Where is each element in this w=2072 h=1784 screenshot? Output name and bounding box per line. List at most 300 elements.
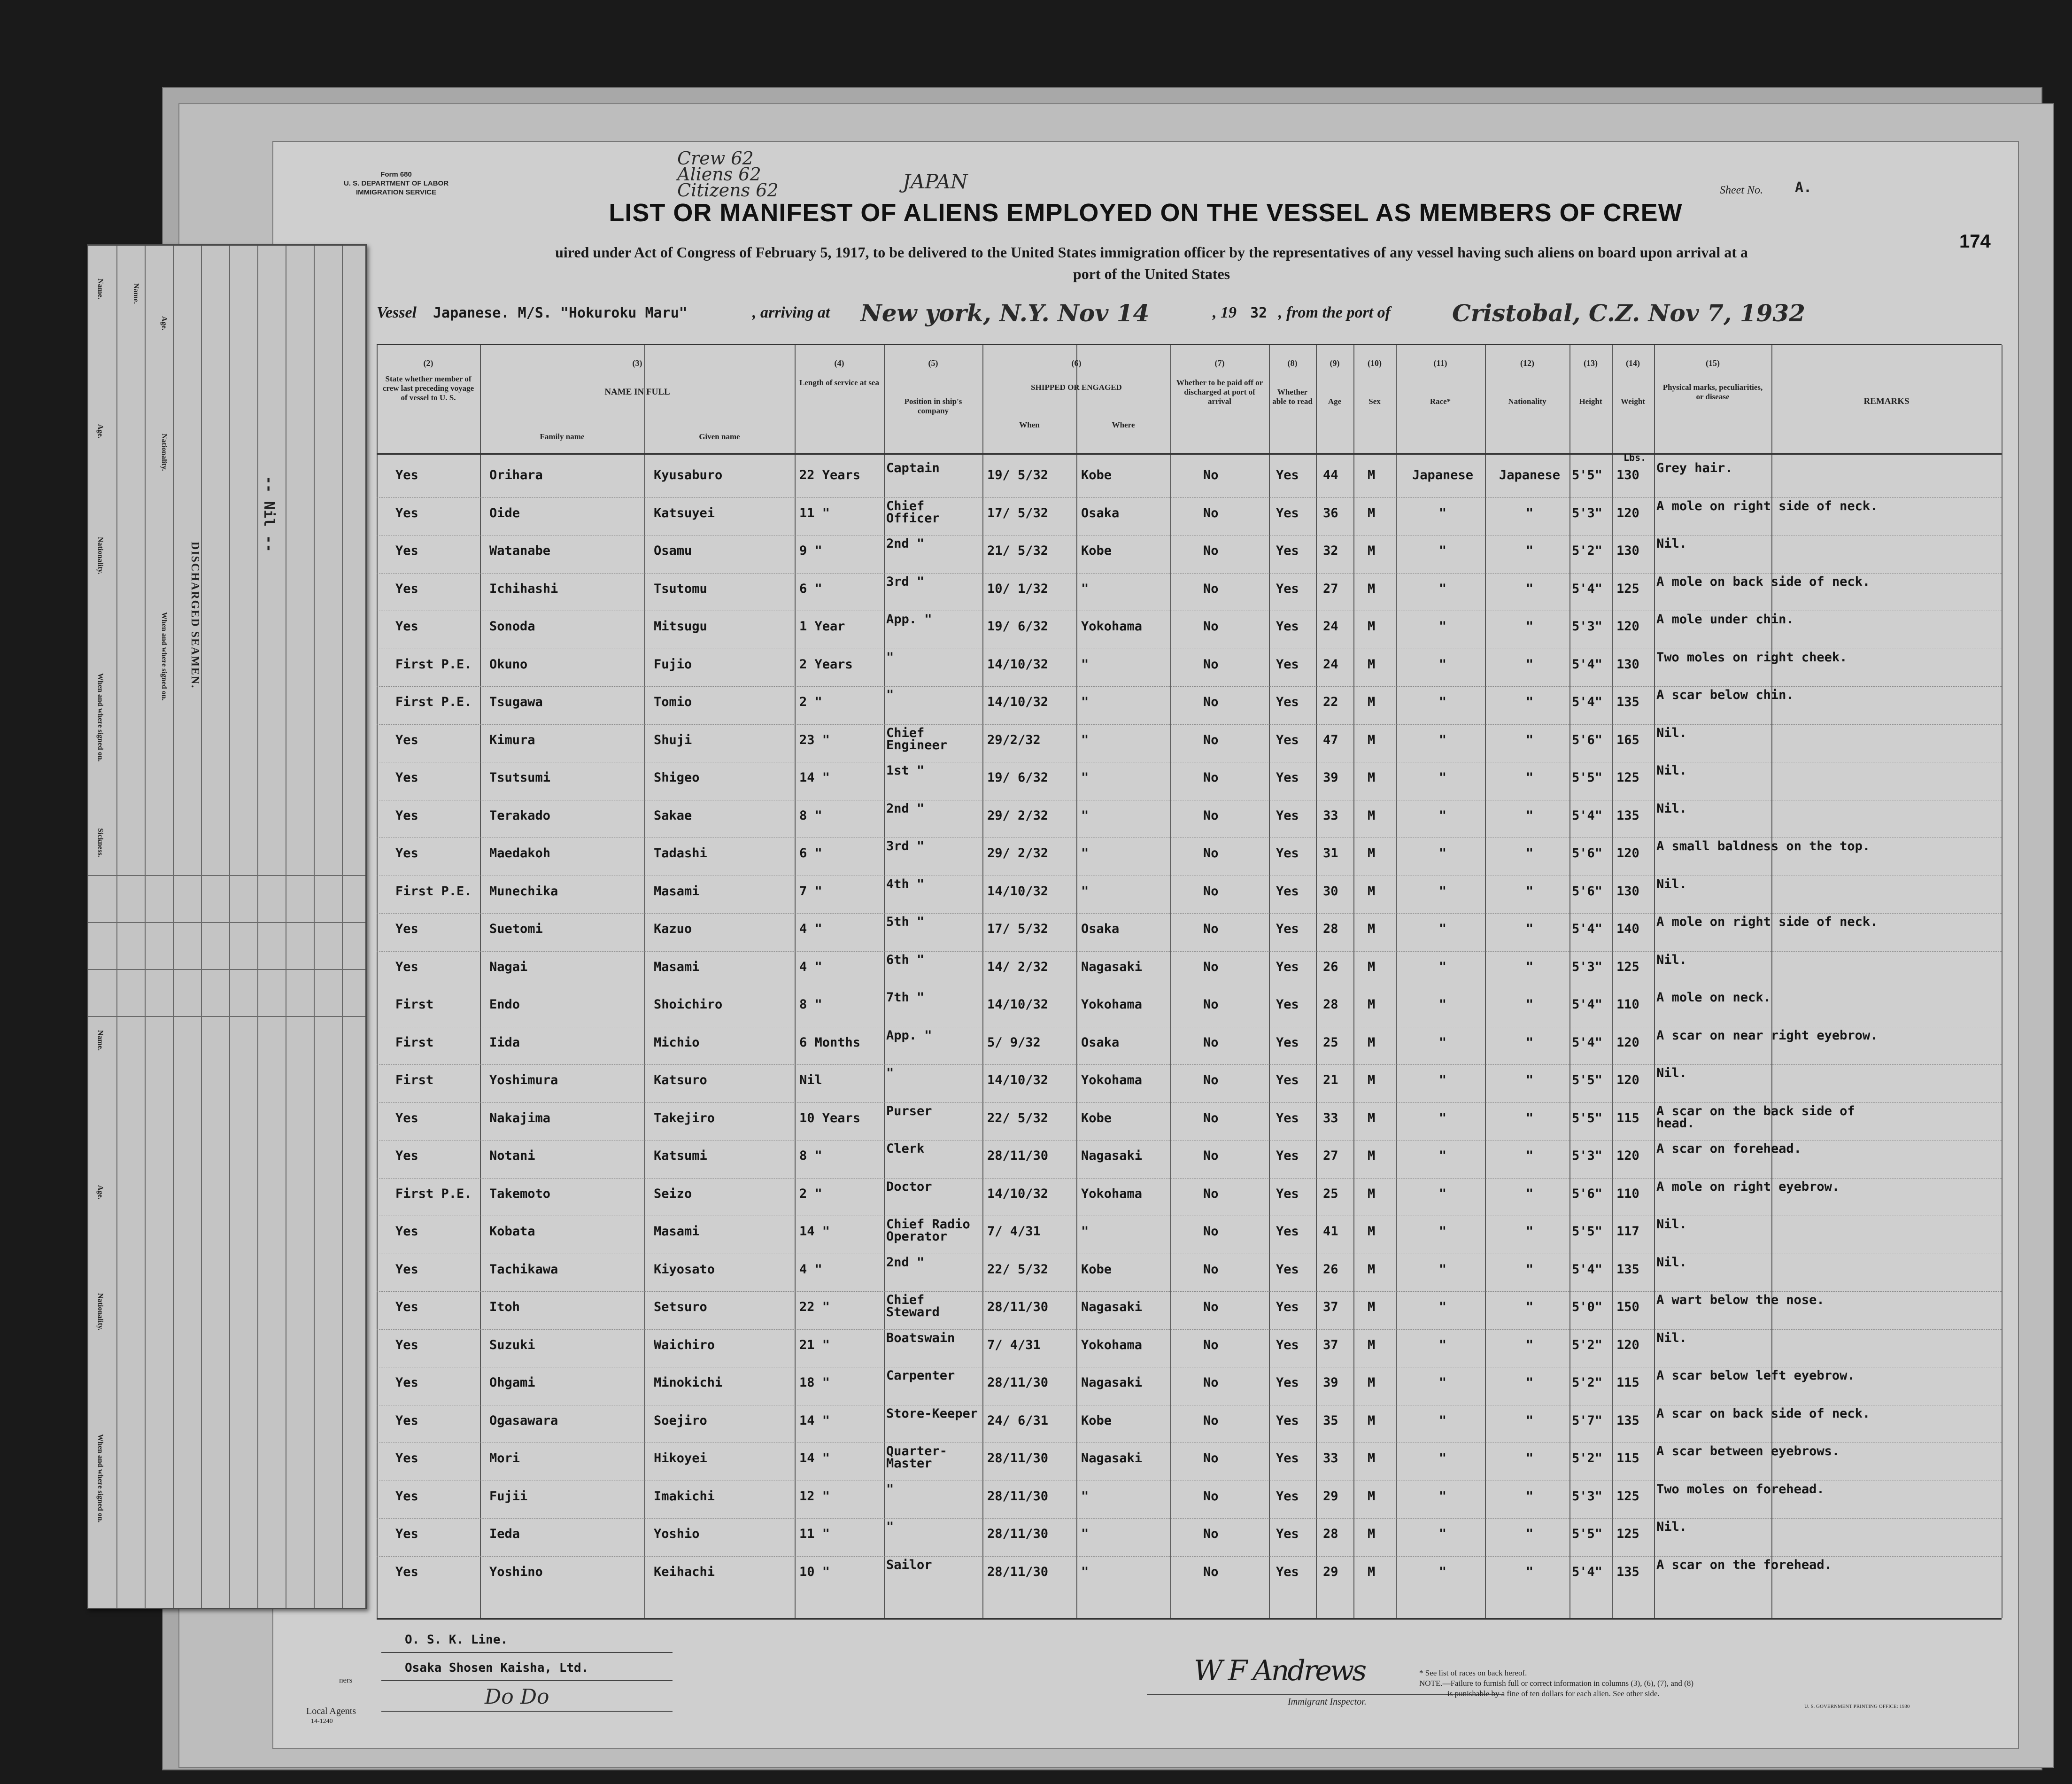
cell-when: 28/11/30 [987,1564,1049,1579]
cell-race: " [1438,1148,1447,1163]
cell-weight: 130 [1616,543,1639,558]
owner-line: O. S. K. Line. [405,1633,508,1647]
strip-label-nationality-2: Nationality. [96,1293,104,1331]
table-row [377,1367,2002,1404]
cell-read: Yes [1276,997,1299,1012]
cell-family: Kimura [489,732,535,747]
cell-position: Chief Radio Operator [886,1217,970,1244]
cell-prev: First P.E. [395,695,472,709]
weight-unit: Lbs. [1624,452,1647,463]
cell-age: 22 [1323,695,1338,709]
cell-read: Yes [1276,695,1299,709]
table-row [377,535,2002,573]
cell-paid: No [1203,732,1219,747]
table-row [377,762,2002,799]
cell-where: " [1081,581,1089,596]
failure-note: NOTE.—Failure to furnish full or correct information in columns (3), (6), (7), and (8) [1419,1679,1693,1688]
cell-read: Yes [1276,1564,1299,1579]
cell-race: " [1438,1224,1447,1239]
cell-marks: A scar between eyebrows. [1656,1444,1840,1458]
strip-label-age-2: Age. [96,1185,104,1200]
cell-when: 7/ 4/31 [987,1337,1041,1352]
col-14-num: (14) [1626,358,1640,368]
cell-read: Yes [1276,1300,1299,1314]
cell-service: 6 " [799,846,822,861]
cell-weight: 125 [1616,581,1639,596]
from-port: Cristobal, C.Z. Nov 7, 1932 [1452,299,1805,327]
aliens-note: Aliens 62 [677,164,761,185]
cell-service: 8 " [799,1148,822,1163]
cell-when: 22/ 5/32 [987,1110,1049,1125]
cell-paid: No [1203,1073,1219,1087]
slip-col-nationality: Nationality. [160,434,168,471]
crew-count-notes [677,148,779,201]
cell-marks: Nil. [1656,952,1687,967]
cell-marks: A mole on right side of neck. [1656,498,1878,513]
strip-label-age: Age. [96,424,104,439]
table-row [377,724,2002,762]
slip-label-strip [88,246,117,1608]
cell-weight: 130 [1616,884,1639,899]
year-prefix: , 19 [1213,304,1237,321]
slip-col-signed-on: When and where signed on. [160,612,168,701]
cell-when: 5/ 9/32 [987,1035,1041,1050]
slip-col-name: Name. [132,283,140,304]
cell-read: Yes [1276,1148,1299,1163]
cell-where: " [1081,695,1089,709]
cell-age: 26 [1323,959,1338,974]
cell-race: " [1438,619,1447,634]
cell-race: " [1438,1300,1447,1314]
cell-sex: M [1368,1489,1376,1504]
cell-when: 29/2/32 [987,732,1041,747]
cell-when: 28/11/30 [987,1489,1049,1504]
cell-weight: 115 [1616,1110,1639,1125]
cell-sex: M [1368,770,1376,785]
cell-race: " [1438,695,1447,709]
cell-age: 27 [1323,1148,1338,1163]
cell-height: 5'3" [1572,1148,1603,1163]
cell-race: " [1438,657,1447,672]
cell-nat: " [1525,1186,1534,1201]
col-position-header: Position in ship's company [904,397,962,415]
cell-given: Waichiro [654,1337,715,1352]
cell-position: App. " [886,612,932,627]
cell-age: 29 [1323,1489,1338,1504]
cell-family: Yoshimura [489,1073,558,1087]
cell-marks: Nil. [1656,1255,1687,1270]
cell-given: Tadashi [654,846,707,861]
cell-where: " [1081,732,1089,747]
cell-marks: A mole on right side of neck. [1656,915,1878,929]
cell-where: Yokohama [1081,1186,1143,1201]
cell-weight: 135 [1616,808,1639,823]
cell-height: 5'2" [1572,543,1603,558]
cell-family: Takemoto [489,1186,551,1201]
cell-height: 5'4" [1572,997,1603,1012]
table-row [377,1140,2002,1178]
cell-height: 5'3" [1572,1489,1603,1504]
cell-paid: No [1203,997,1219,1012]
cell-service: 4 " [799,1262,822,1277]
table-row [377,1178,2002,1216]
cell-age: 25 [1323,1035,1338,1050]
cell-marks: Nil. [1656,1066,1687,1080]
cell-marks: A scar on forehead. [1656,1141,1801,1156]
cell-service: 2 " [799,1186,822,1201]
cell-sex: M [1368,581,1376,596]
table-row [377,1443,2002,1480]
cell-service: 22 Years [799,468,861,482]
cell-prev: Yes [395,1300,418,1314]
cell-paid: No [1203,922,1219,936]
cell-marks: A scar on near right eyebrow. [1656,1028,1878,1043]
col-7-num: (7) [1214,358,1225,368]
cell-weight: 120 [1616,1337,1639,1352]
cell-position: Captain [886,461,940,475]
cell-read: Yes [1276,1035,1299,1050]
cell-position: 6th " [886,952,925,967]
discharged-seamen-slip [87,244,367,1609]
cell-nat: " [1525,959,1534,974]
cell-prev: Yes [395,922,418,936]
cell-family: Ogasawara [489,1413,558,1428]
vessel-label: Vessel [377,304,417,321]
inspector-label: Immigrant Inspector. [1288,1697,1367,1707]
cell-when: 29/ 2/32 [987,808,1049,823]
cell-nat: " [1525,1110,1534,1125]
cell-service: 12 " [799,1489,830,1504]
cell-age: 29 [1323,1564,1338,1579]
cell-age: 30 [1323,884,1338,899]
cell-paid: No [1203,1564,1219,1579]
col-where-header: Where [1112,420,1135,429]
col-12-num: (12) [1520,358,1534,368]
cell-given: Hikoyei [654,1451,707,1466]
page-number: 174 [1959,231,1991,252]
cell-race: " [1438,505,1447,520]
cell-prev: Yes [395,770,418,785]
cell-height: 5'4" [1572,1035,1603,1050]
cell-given: Michio [654,1035,700,1050]
cell-nat: " [1525,732,1534,747]
cell-sex: M [1368,505,1376,520]
cell-service: 8 " [799,808,822,823]
cell-position: 2nd " [886,801,925,816]
cell-position: Sailor [886,1557,932,1572]
col-when-header: When [1019,420,1040,429]
cell-prev: Yes [395,1413,418,1428]
cell-sex: M [1368,468,1376,482]
agents-code: 14-1240 [311,1718,333,1725]
cell-given: Osamu [654,543,692,558]
cell-height: 5'2" [1572,1375,1603,1390]
cell-service: 6 " [799,581,822,596]
cell-age: 28 [1323,922,1338,936]
cell-where: Osaka [1081,1035,1120,1050]
cell-height: 5'3" [1572,619,1603,634]
cell-given: Kazuo [654,922,692,936]
cell-sex: M [1368,1300,1376,1314]
cell-height: 5'3" [1572,505,1603,520]
cell-service: 21 " [799,1337,830,1352]
cell-prev: Yes [395,1564,418,1579]
form-identifier [344,170,448,197]
cell-service: Nil [799,1073,822,1087]
inspector-signature: W F Andrews [1194,1654,1365,1687]
cell-weight: 117 [1616,1224,1639,1239]
col-11-num: (11) [1433,358,1447,368]
cell-race: " [1438,1073,1447,1087]
col-prev-voyage-header: State whether member of crew last preceding voyage of vessel to U. S. [382,374,474,402]
cell-height: 5'3" [1572,959,1603,974]
cell-read: Yes [1276,808,1299,823]
cell-service: 10 " [799,1564,830,1579]
cell-weight: 165 [1616,732,1639,747]
cell-position: Purser [886,1103,932,1118]
cell-race: " [1438,1527,1447,1541]
cell-height: 5'5" [1572,1527,1603,1541]
cell-position: Quarter-Master [886,1444,948,1471]
cell-marks: Nil. [1656,876,1687,892]
cell-position: " [886,688,894,702]
cell-where: Kobe [1081,1413,1112,1428]
col-shipped-header: SHIPPED OR ENGAGED [1031,383,1122,392]
cell-given: Kyusaburo [654,468,723,482]
cell-when: 14/10/32 [987,997,1049,1012]
country-note: JAPAN [903,170,968,193]
cell-race: " [1438,1262,1447,1277]
department: U. S. DEPARTMENT OF LABOR [344,179,449,187]
cell-family: Sonoda [489,619,535,634]
table-row [377,1481,2002,1518]
cell-marks: Nil. [1656,1217,1687,1232]
cell-nat: " [1525,1262,1534,1277]
table-row [377,1254,2002,1291]
cell-height: 5'6" [1572,846,1603,861]
cell-position: App. " [886,1028,932,1043]
cell-when: 14/10/32 [987,1073,1049,1087]
arriving-port: New york, N.Y. Nov 14 [860,299,1150,327]
cell-race: " [1438,732,1447,747]
cell-age: 36 [1323,505,1338,520]
cell-sex: M [1368,846,1376,861]
cell-given: Tomio [654,695,692,709]
cell-when: 19/ 5/32 [987,468,1049,482]
cell-race: " [1438,997,1447,1012]
cell-paid: No [1203,1337,1219,1352]
cell-family: Suzuki [489,1337,535,1352]
cell-weight: 120 [1616,619,1639,634]
cell-read: Yes [1276,1337,1299,1352]
cell-given: Shuji [654,732,692,747]
cell-service: 7 " [799,884,822,899]
cell-height: 5'4" [1572,1564,1603,1579]
cell-sex: M [1368,1451,1376,1466]
cell-sex: M [1368,1564,1376,1579]
table-row [377,649,2002,686]
cell-nat: " [1525,1073,1534,1087]
cell-race: " [1438,1489,1447,1504]
cell-paid: No [1203,543,1219,558]
cell-when: 14/10/32 [987,1186,1049,1201]
cell-height: 5'6" [1572,884,1603,899]
col-race-header: Race* [1430,397,1451,406]
cell-given: Tsutomu [654,581,707,596]
cell-age: 28 [1323,1527,1338,1541]
cell-family: Ohgami [489,1375,535,1390]
cell-position: 7th " [886,990,925,1005]
cell-marks: A scar below left eyebrow. [1656,1368,1855,1383]
table-row [377,800,2002,838]
table-row [377,459,2002,497]
form-number: Form 680 [380,171,412,178]
col-height-header: Height [1579,397,1602,406]
cell-family: Kobata [489,1224,535,1239]
cell-nat: " [1525,657,1534,672]
cell-given: Soejiro [654,1413,707,1428]
cell-position: " [886,1481,894,1497]
cell-prev: Yes [395,543,418,558]
cell-paid: No [1203,505,1219,520]
table-row [377,1518,2002,1556]
cell-nat: " [1525,808,1534,823]
cell-prev: Yes [395,1489,418,1504]
cell-position: Boatswain [886,1330,955,1345]
manifest-footer [273,1621,2018,1748]
cell-given: Keihachi [654,1564,715,1579]
cell-age: 25 [1323,1186,1338,1201]
cell-race: " [1438,770,1447,785]
cell-race: " [1438,884,1447,899]
cell-where: Yokohama [1081,997,1143,1012]
cell-when: 19/ 6/32 [987,619,1049,634]
col-6-num: (6) [1071,358,1082,368]
cell-where: " [1081,884,1089,899]
cell-race: " [1438,581,1447,596]
cell-family: Terakado [489,808,551,823]
citizens-note: Citizens 62 [677,180,779,201]
col-nationality-header: Nationality [1508,397,1546,406]
cell-weight: 115 [1616,1451,1639,1466]
cell-weight: 110 [1616,1186,1639,1201]
table-row [377,989,2002,1026]
cell-family: Okuno [489,657,528,672]
cell-race: " [1438,1110,1447,1125]
cell-prev: Yes [395,1110,418,1125]
cell-prev: Yes [395,732,418,747]
cell-prev: First P.E. [395,884,472,899]
table-row [377,611,2002,648]
cell-when: 17/ 5/32 [987,922,1049,936]
cell-family: Iida [489,1035,520,1050]
cell-when: 21/ 5/32 [987,543,1049,558]
vessel-name: Japanese. M/S. "Hokuroku Maru" [433,305,688,321]
cell-height: 5'6" [1572,732,1603,747]
cell-weight: 125 [1616,1527,1639,1541]
cell-family: Itoh [489,1300,520,1314]
cell-age: 35 [1323,1413,1338,1428]
cell-prev: Yes [395,468,418,482]
cell-read: Yes [1276,468,1299,482]
cell-age: 44 [1323,468,1338,482]
cell-paid: No [1203,770,1219,785]
cell-age: 24 [1323,657,1338,672]
strip-label-sickness: Sickness. [96,828,104,857]
cell-nat: " [1525,997,1534,1012]
cell-nat: " [1525,1375,1534,1390]
cell-race: " [1438,922,1447,936]
table-row [377,1064,2002,1102]
cell-weight: 115 [1616,1375,1639,1390]
cell-position: Chief Steward [886,1293,940,1319]
cell-service: 18 " [799,1375,830,1390]
cell-family: Munechika [489,884,558,899]
cell-when: 28/11/30 [987,1148,1049,1163]
cell-read: Yes [1276,846,1299,861]
slip-col-age: Age. [160,316,168,331]
cell-nat: " [1525,922,1534,936]
cell-height: 5'6" [1572,1186,1603,1201]
cell-sex: M [1368,1073,1376,1087]
cell-weight: 125 [1616,1489,1639,1504]
cell-given: Masami [654,1224,700,1239]
cell-given: Imakichi [654,1489,715,1504]
cell-race: " [1438,1337,1447,1352]
cell-family: Maedakoh [489,846,551,861]
cell-nat: " [1525,1564,1534,1579]
manifest-sheet [272,141,2019,1749]
cell-prev: Yes [395,1451,418,1466]
cell-nat: " [1525,1451,1534,1466]
fine-note: is punishable by a fine of ten dollars for each alien. See other side. [1447,1689,1660,1698]
table-row [377,686,2002,724]
cell-nat: " [1525,619,1534,634]
cell-height: 5'0" [1572,1300,1603,1314]
cell-height: 5'7" [1572,1413,1603,1428]
col-weight-header: Weight [1621,397,1645,406]
sheet-label: Sheet No. [1720,184,1763,196]
cell-read: Yes [1276,884,1299,899]
col-10-num: (10) [1368,358,1382,368]
cell-age: 28 [1323,997,1338,1012]
cell-given: Seizo [654,1186,692,1201]
col-3-num: (3) [632,358,642,368]
cell-read: Yes [1276,922,1299,936]
cell-marks: A mole on neck. [1656,990,1771,1005]
col-sex-header: Sex [1368,397,1381,406]
cell-read: Yes [1276,1186,1299,1201]
cell-weight: 135 [1616,1564,1639,1579]
cell-weight: 120 [1616,1148,1639,1163]
cell-when: 7/ 4/31 [987,1224,1041,1239]
cell-position: 2nd " [886,536,925,551]
cell-position: Chief Engineer [886,725,948,752]
cell-family: Mori [489,1451,520,1466]
cell-sex: M [1368,1413,1376,1428]
cell-where: Yokohama [1081,1073,1143,1087]
cell-paid: No [1203,1148,1219,1163]
col-4-num: (4) [834,358,844,368]
cell-when: 19/ 6/32 [987,770,1049,785]
cell-prev: First P.E. [395,1186,472,1201]
cell-marks: Two moles on right cheek. [1656,650,1848,665]
cell-where: " [1081,1527,1089,1541]
cell-position: 5th " [886,915,925,929]
cell-given: Yoshio [654,1527,700,1541]
table-row [377,1291,2002,1329]
cell-race: " [1438,1375,1447,1390]
